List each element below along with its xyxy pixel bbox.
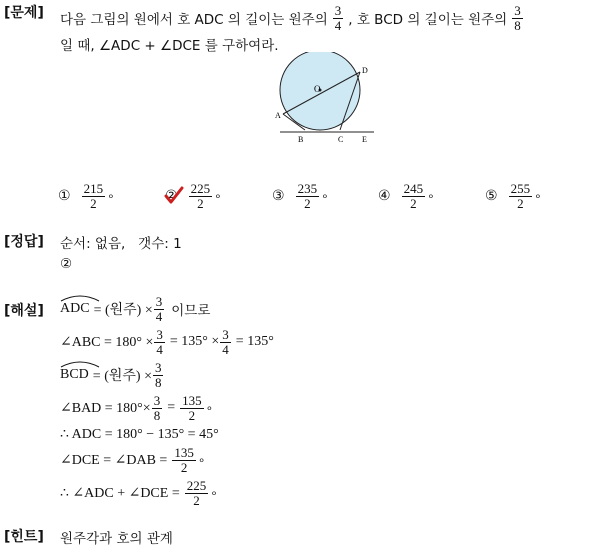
explanation-line-7-a: ∴ ∠ADC + ∠DCE = [60, 485, 180, 501]
explanation-line-3 [60, 358, 164, 392]
explanation-line-2-fraction-a: $\frac{3}{4}$ [156, 326, 163, 357]
choice-4-number: ④ [378, 188, 391, 204]
explanation-line-1-tail: 이므로 [171, 303, 211, 319]
label-a: A [275, 111, 281, 120]
explanation-line-1 [60, 292, 210, 326]
problem-text-b: , 호 BCD 의 길이는 원주의 [348, 12, 508, 28]
explanation-line-4-b: = [167, 400, 176, 415]
arc-bcd: BCD [60, 367, 89, 383]
choice-5-fraction: $\frac{255}{2}$ [510, 180, 531, 211]
answer-value: ② [60, 256, 73, 272]
explanation-line-3-fraction: $\frac{3}{8}$ [154, 359, 162, 390]
hint-text: 원주각과 호의 관계 [60, 531, 173, 547]
circle-figure [270, 52, 380, 148]
explanation-line-2-fraction-b: $\frac{3}{4}$ [222, 326, 229, 357]
explanation-line-6 [60, 444, 205, 476]
label-b: B [298, 135, 304, 144]
explanation-label: [해설] [4, 303, 44, 319]
problem-label: [문제] [4, 5, 44, 21]
choice-3-fraction: $\frac{235}{2}$ [297, 180, 318, 211]
choice-3-number: ③ [272, 188, 285, 204]
choice-1-fraction: $\frac{215}{2}$ [83, 180, 104, 211]
choice-4-degree: ∘ [427, 188, 435, 203]
choice-1-number: ① [58, 188, 71, 204]
choice-2[interactable] [165, 176, 222, 216]
explanation-line-4 [60, 392, 213, 424]
explanation-line-4-a: ∠BAD = 180°× [60, 400, 151, 416]
choice-5-degree: ∘ [534, 188, 542, 203]
explanation-line-7-result: $\frac{225}{2}$ [186, 477, 207, 508]
problem-fraction-1: $\frac{3}{4}$ [334, 2, 342, 33]
label-e: E [362, 135, 367, 144]
arc-adc: ADC [60, 301, 90, 317]
explanation-line-7 [60, 476, 218, 510]
choice-3-degree: ∘ [321, 188, 329, 203]
explanation-line-3-text: = (원주) × [92, 369, 152, 384]
explanation-line-2 [60, 326, 274, 358]
explanation-line-4-fraction: $\frac{3}{8}$ [153, 392, 161, 423]
explanation-line-1-fraction: $\frac{3}{4}$ [155, 293, 163, 324]
explanation-line-7-degree: ∘ [210, 485, 218, 500]
label-c: C [338, 135, 344, 144]
choice-3[interactable] [272, 176, 329, 216]
choice-1[interactable] [58, 176, 115, 216]
explanation-line-2-b: = 135° × [169, 334, 220, 349]
choice-5-number: ⑤ [485, 188, 498, 204]
problem-line-1 [60, 0, 524, 36]
choice-2-degree: ∘ [214, 188, 222, 203]
label-d: D [362, 66, 368, 75]
explanation-line-5: ∴ ADC = 180° − 135° = 45° [60, 426, 219, 442]
choice-2-fraction: $\frac{225}{2}$ [190, 180, 211, 211]
answer-meta: 순서: 없음, 갯수: 1 [60, 236, 182, 252]
explanation-line-6-degree: ∘ [197, 452, 206, 467]
check-mark-icon [164, 186, 184, 206]
problem-fraction-2: $\frac{3}{8}$ [514, 2, 521, 33]
explanation-line-2-c: = 135° [235, 334, 274, 349]
choice-4-fraction: $\frac{245}{2}$ [403, 180, 424, 211]
choice-5[interactable] [485, 176, 542, 216]
explanation-line-4-degree: ∘ [205, 400, 214, 415]
choice-4[interactable] [378, 176, 435, 216]
explanation-line-4-result: $\frac{135}{2}$ [182, 392, 202, 423]
label-o: O [314, 84, 321, 94]
answer-label: [정답] [4, 234, 44, 250]
choice-1-degree: ∘ [107, 188, 115, 203]
explanation-line-2-a: ∠ABC = 180° × [60, 334, 154, 350]
problem-text-a: 다음 그림의 원에서 호 ADC 의 길이는 원주의 [60, 12, 328, 28]
explanation-line-1-text: = (원주) × [93, 303, 153, 318]
choice-2-number: ② [165, 188, 178, 204]
explanation-line-6-result: $\frac{135}{2}$ [174, 444, 194, 475]
hint-label: [힌트] [4, 529, 44, 545]
explanation-line-6-a: ∠DCE = ∠DAB = [60, 452, 168, 468]
problem-line-2: 일 때, ∠ADC + ∠DCE 를 구하여라. [60, 38, 279, 54]
